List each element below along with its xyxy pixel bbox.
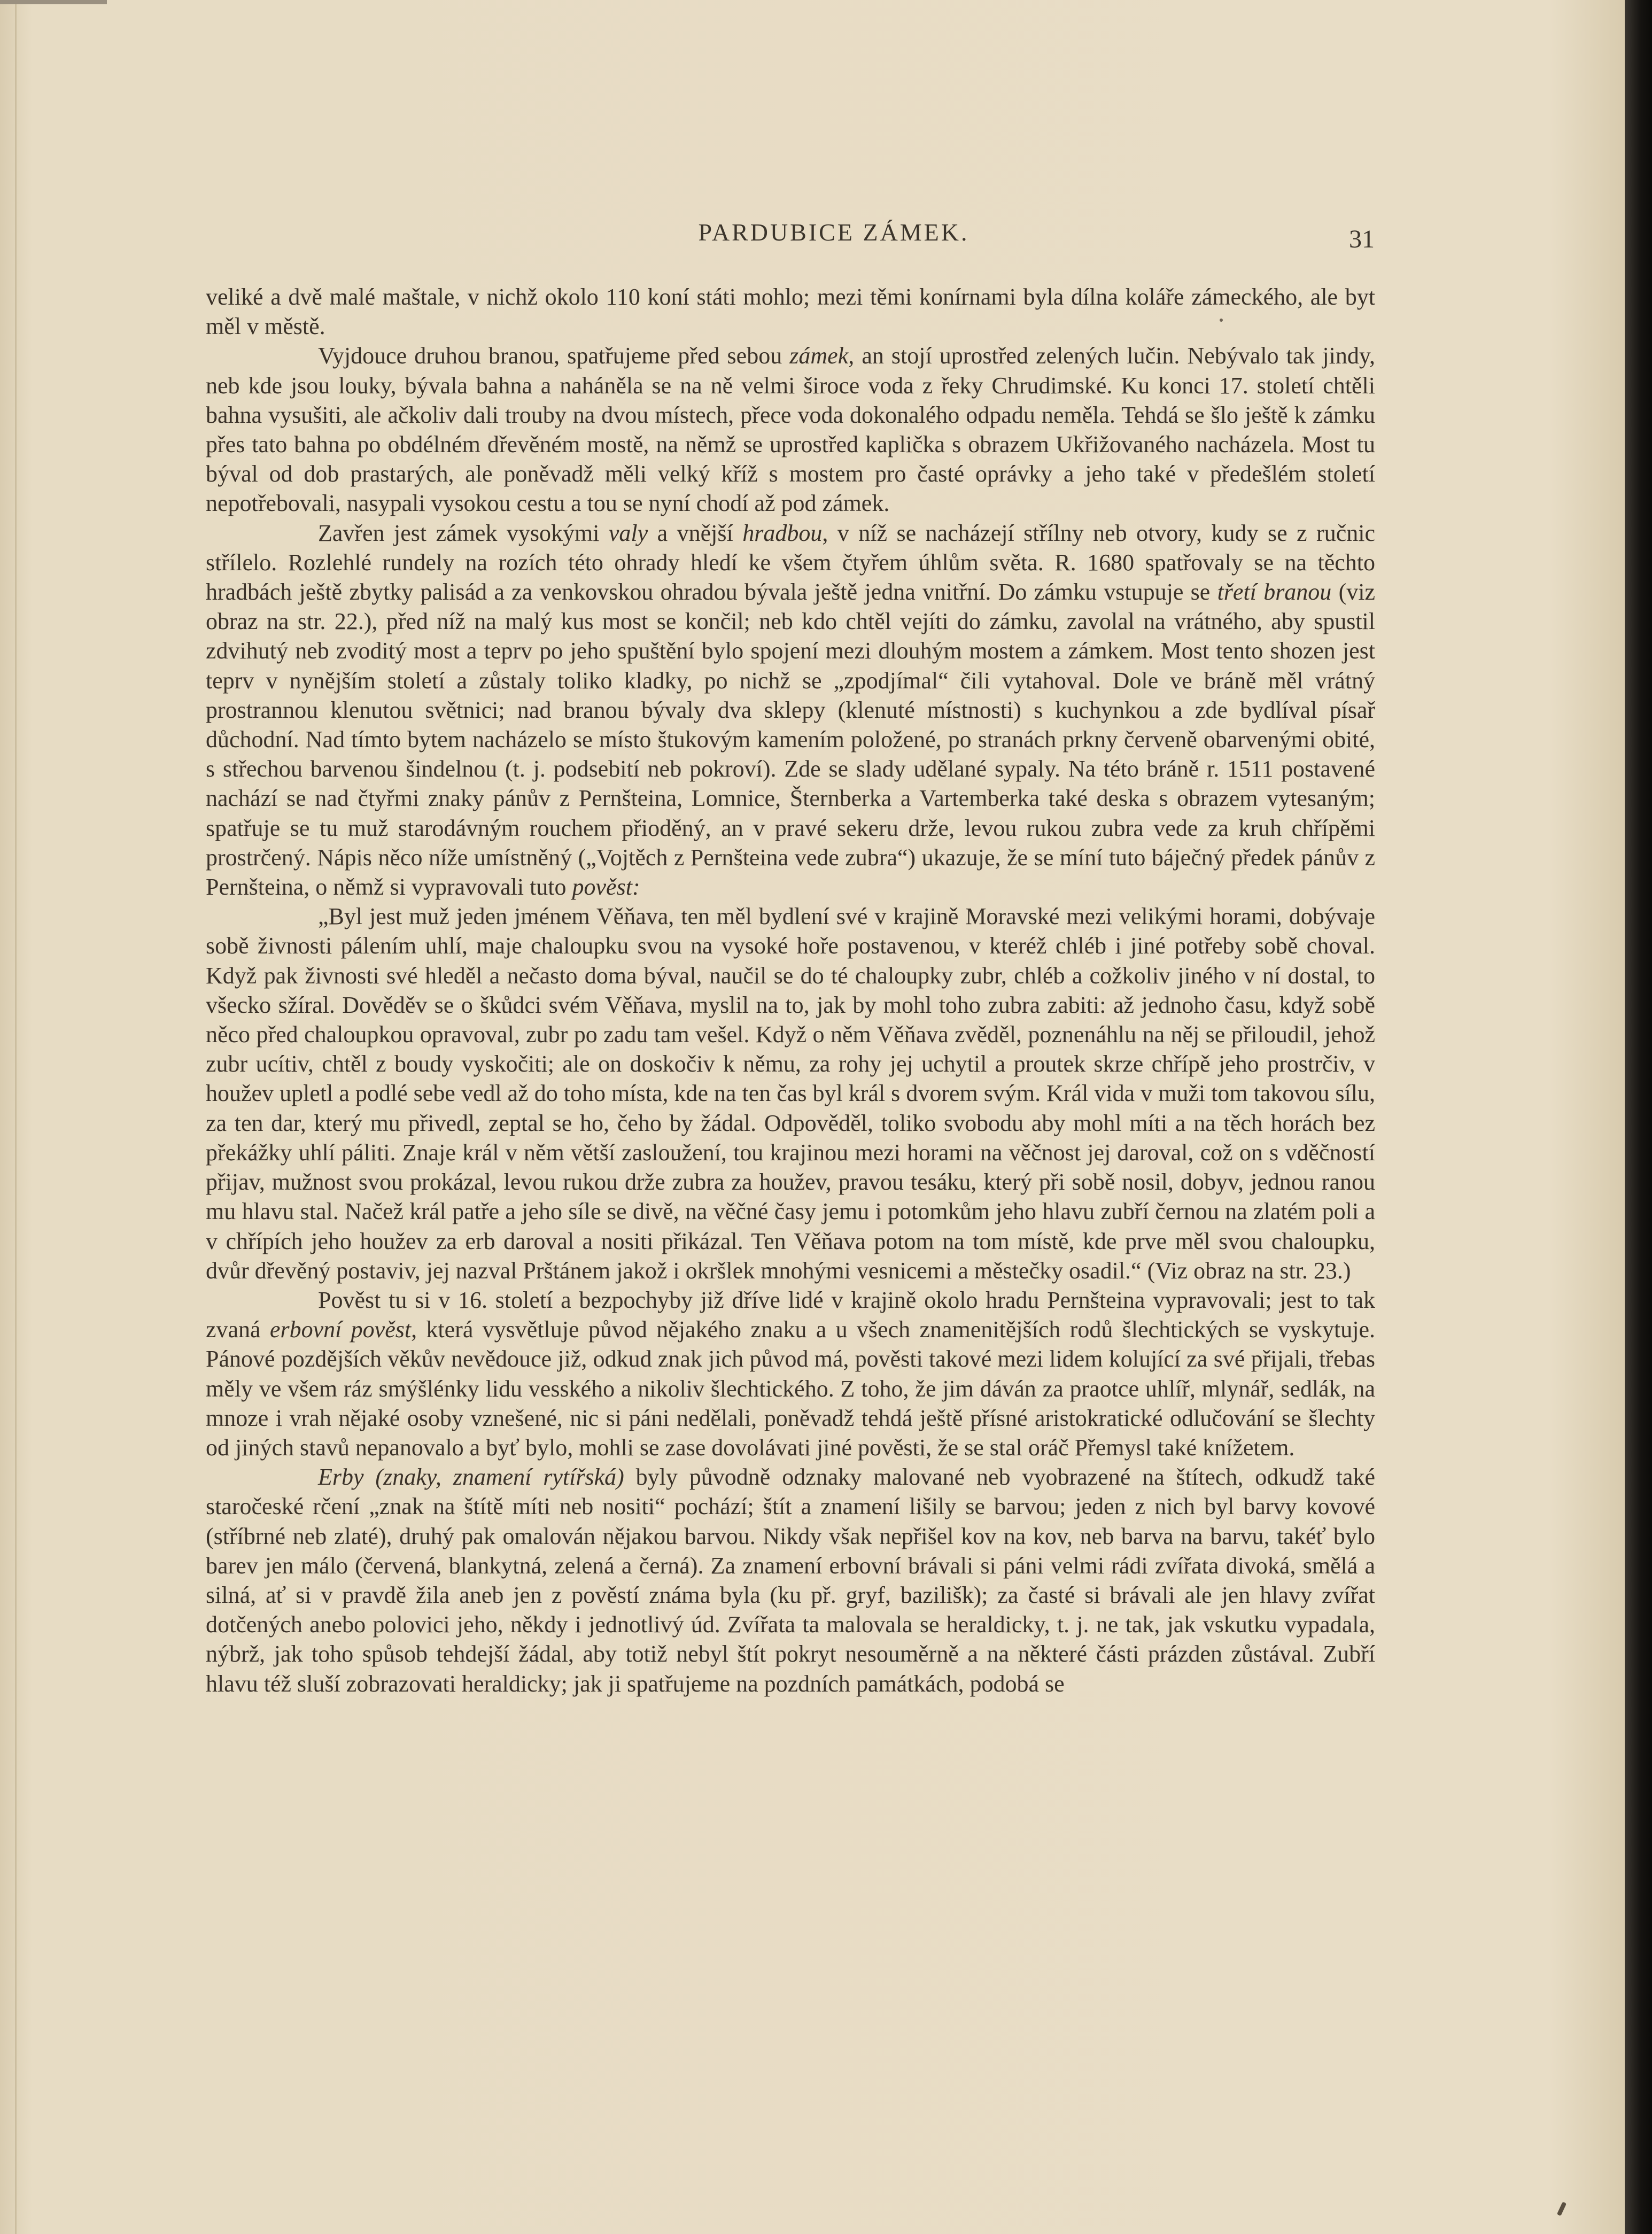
- page-top-tear: [0, 0, 107, 4]
- italic-term: erbovní pověst: [269, 1316, 412, 1343]
- book-binding-edge: [1625, 0, 1652, 2234]
- italic-term: hradbou: [742, 519, 823, 546]
- body-text: [206, 282, 1375, 1698]
- text-run: „Byl jest muž jeden jménem Věňava, ten měl bydlení své v krajině Moravské mezi velikými horami, dobývaje sobě živnosti pálením uhlí, maje chaloupku svou na vysoké hoře postavenou, v kteréž chléb i jiné potřeby sobě choval. Když pak živnosti své hleděl a nečasto doma býval, naučil se do té chaloupky zubr, chléb a cožkoliv jiného v ní dostal, to všecko sžíral. Dověděv se o škůdci svém Věňava, myslil na to, jak by mohl toho zubra zabiti: až jednoho času, když sobě něco před chaloupkou opravoval, zubr po zadu tam vešel. Když o něm Věňava zvěděl, poznenáhlu na něj se přiloudil, jehož zubr ucítiv, chtěl z boudy vyskočiti; ale on doskočiv k němu, za rohy jej uchytil a proutek skrze chřípě jeho prostrčiv, v houžev upletl a podlé sebe vedl až do toho místa, kde na ten čas byl král s dvorem svým. Král vida v muži tom takovou sílu, za ten dar, který mu přivedl, zeptal se ho, čeho by žádal. Odpověděl, toliko svobodu aby mohl míti a na těch horách bez překážky uhlí páliti. Znaje král v něm větší zasloužení, tou krajinou mezi horami na věčnost jej daroval, což on s vděčností přijav, mužnost svou prokázal, levou rukou drže zubra za houžev, pravou tesáku, který při sobě nosil, dobyv, jednou ranou mu hlavu stal. Načež král patře a jeho síle se divě, na věčné časy jemu i potomkům jeho hlavu zubří černou na zlatém poli a v chřípích jeho houžev za erb daroval a nositi přikázal. Ten Věňava potom na tom místě, kde prve měl svou chaloupku, dvůr dřevěný postaviv, jej nazval Prštánem jakož i okršlek mnohými vesnicemi a městečky osadil.“ (Viz obraz na str. 23.): [206, 903, 1375, 1284]
- text-run: a vnější: [648, 519, 743, 546]
- running-header: PARDUBICE ZÁMEK.: [698, 219, 970, 246]
- page-number: 31: [1349, 225, 1375, 253]
- text-run: Zavřen jest zámek vysokými: [318, 519, 609, 546]
- text-run: byly původně odznaky malované neb vyobrazené na štítech, odkudž také staročeské rčení „znak na štítě míti neb nositi“ pochází; štít a znamení lišily se barvou; jeden z nich byl barvy kovové (stříbrné neb zlaté), druhý pak omalován nějakou barvou. Nikdy však nepřišel kov na kov, neb barva na barvu, takéť bylo barev jen málo (červená, blankytná, zelená a černá). Za znamení erbovní brávali si páni velmi rádi zvířata divoká, smělá a silná, ať si v pravdě žila aneb jen z pověstí známa byla (ku př. gryf, bazilišk); za časté si brávali ale jen hlavy zvířat dotčených anebo polovici jeho, někdy i jednotlivý úd. Zvířata ta malovala se heraldicky, t. j. ne tak, jak vskutku vypadala, nýbrž, jak toho spůsob tehdejší žádal, aby totiž nebyl štít pokryt nesouměrně a na některé části prázden zůstával. Zubří hlavu též sluší zobrazovati heraldicky; jak ji spatřujeme na pozdních památkách, podobá se: [206, 1464, 1375, 1697]
- text-run: veliké a dvě malé maštale, v nichž okolo 110 koní státi mohlo; mezi těmi konírnami byla dílna koláře zámeckého, ale byt měl v městě.: [206, 284, 1375, 340]
- pencil-mark: [1557, 2202, 1566, 2216]
- paragraph: [206, 902, 1375, 1285]
- text-run: , v níž se nacházejí střílny neb otvory, kudy se z ručnic střílelo. Rozlehlé rundely na rozích této ohrady hledí ke všem čtyřem úhlům světa. R. 1680 spatřovaly se na těchto hradbách ještě zbytky palisád a za venkovskou ohradou bývala ještě jedna vnitřní. Do zámku vstupuje se: [206, 519, 1375, 606]
- text-run: Pověst tu si v 16. století a bezpochyby již dříve lidé v krajině okolo hradu Pernšteina vypravovali; jest to tak zvaná: [206, 1286, 1375, 1343]
- paragraph: [206, 518, 1375, 902]
- text-run: (viz obraz na str. 22.), před níž na malý kus most se končil; neb kdo chtěl vejíti do zámku, zavolal na vrátného, aby spustil zdvihutý neb zvoditý most a teprv po jeho spuštění bylo spojení mezi dlouhým mostem a zámkem. Most tento shozen jest teprv v nynějším století a zůstaly toliko kladky, po nichž se „zpodjímal“ čili vytahoval. Dole ve bráně měl vrátný prostrannou klenutou světnici; nad branou bývaly dva sklepy (klenuté místnosti) s kuchynkou a zde bydlíval písař důchodní. Nad tímto bytem nacházelo se místo štukovým kamením položené, po stranách prkny červeně obarvenými obité, s střechou barvenou šindelnou (t. j. podsebití neb pokroví). Zde se slady udělané sypaly. Na této bráně r. 1511 postavené nachází se nad čtyřmi znaky pánův z Pernšteina, Lomnice, Šternberka a Vartemberka také deska s obrazem vytesaným; spatřuje se tu muž starodávným rouchem přioděný, an v pravé sekeru drže, levou rukou zubra vede za kruh chřípěmi prostrčený. Nápis něco níže umístněný („Vojtěch z Pernšteina vede zubra“) ukazuje, že se míní tuto báječný předek pánův z Pernšteina, o němž si vypravovali tuto: [206, 579, 1376, 901]
- text-run: Vyjdouce druhou branou, spatřujeme před sebou: [318, 343, 790, 369]
- italic-term: valy: [608, 519, 648, 546]
- paragraph: [206, 282, 1375, 341]
- paragraph: [206, 341, 1375, 518]
- text-run: , která vysvětluje původ nějakého znaku a u všech znamenitějších rodů šlechtických se vyskytuje. Pánové pozdějších věkův nevědouce již, odkud znak jich původ má, pověsti takové mezi lidem kolující za své přijali, třebas měly ve všem ráz smýšlénky lidu vesského a nikoliv šlechtického. Z toho, že jim dáván za praotce uhlíř, mlynář, sedlák, na mnoze i vrah nějaké osoby vznešené, nic si páni nedělali, poněvadž tehdá ještě přísné aristokratické odlučování se šlechty od jiných stavů nepanovalo a byť bylo, mohli se zase dovolávati jiné pověsti, že se stal oráč Přemysl také knížetem.: [206, 1316, 1375, 1461]
- text-run: , an stojí uprostřed zelených lučin. Nebývalo tak jindy, neb kde jsou louky, bývala bahna a naháněla se na ně velmi široce voda z řeky Chrudimské. Ku konci 17. století chtěli bahna vysušiti, ale ačkoliv dali trouby na dvou místech, přece voda dokonalého odpadu neměla. Tehdá se šlo ještě k zámku přes tato bahna po obdélném dřevěném mostě, na němž se uprostřed kaplička s obrazem Ukřižovaného nacházela. Most tu býval od dob prastarých, ale poněvadž měli velký kříž s mostem pro časté oprávky a jeho také v předešlém století nepotřebovali, nasypali vysokou cestu a tou se nyní chodí až pod zámek.: [206, 343, 1376, 517]
- italic-term: zámek: [789, 343, 849, 369]
- page-edge-line: [15, 0, 17, 2234]
- italic-term: Erby (znaky, znamení rytířská): [318, 1464, 624, 1491]
- paragraph: [206, 1285, 1375, 1462]
- ink-speck: [1220, 319, 1223, 322]
- paragraph: [206, 1462, 1375, 1698]
- italic-term: pověst:: [572, 874, 640, 901]
- italic-term: třetí branou: [1217, 579, 1332, 606]
